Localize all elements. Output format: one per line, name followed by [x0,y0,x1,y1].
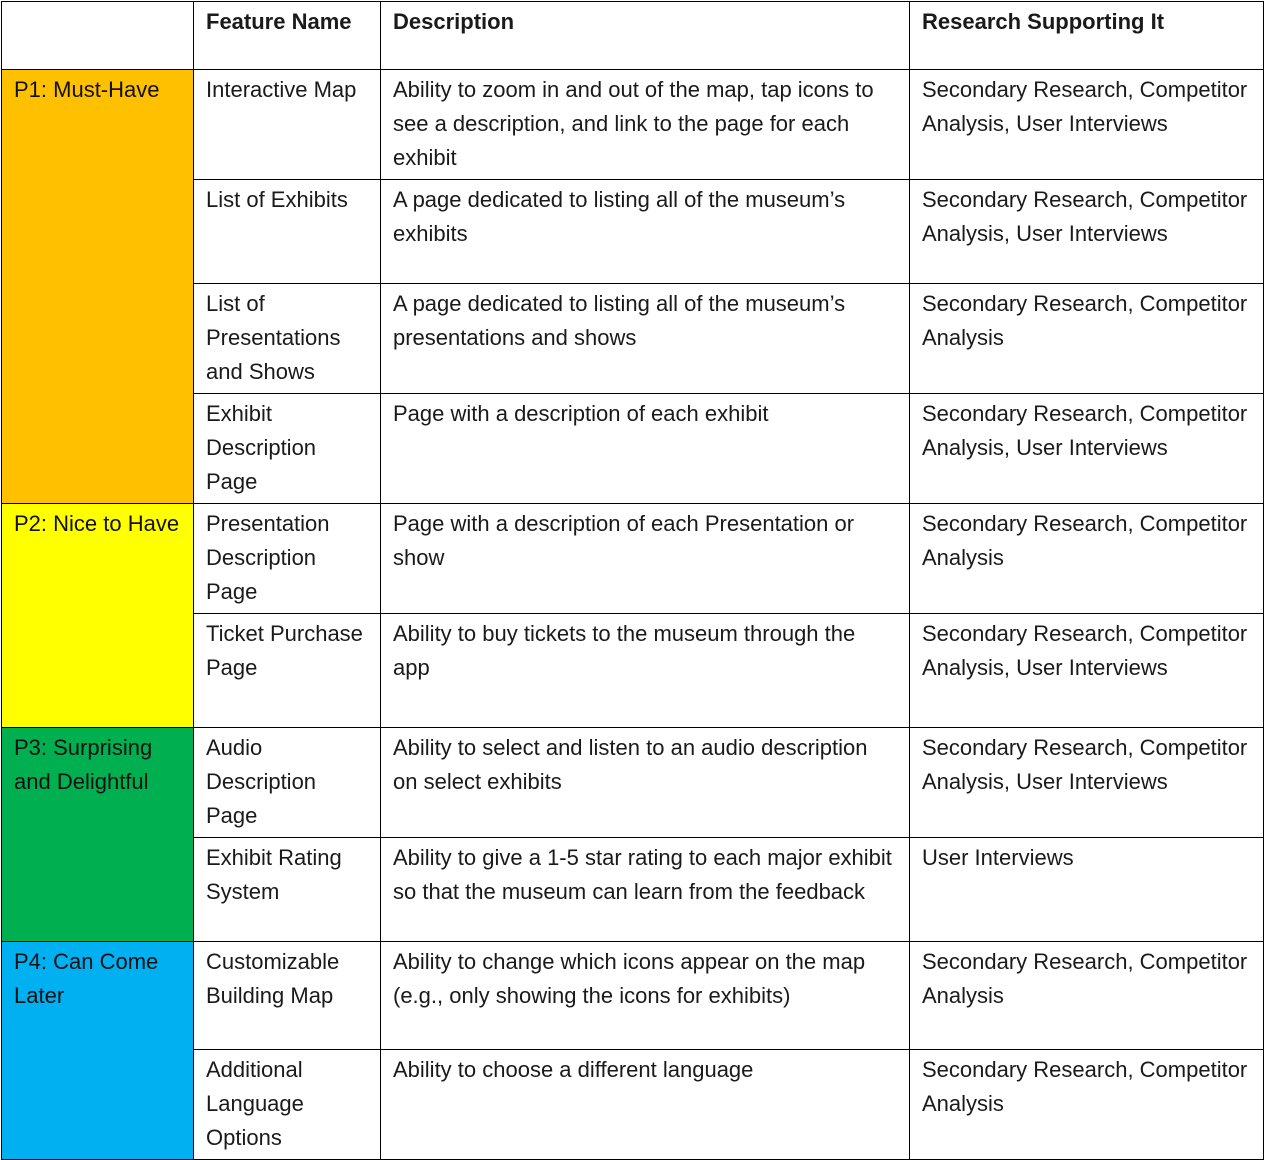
feature-prioritization-table [1,1,1264,1160]
feature-name: Presentation Description Page [194,504,381,614]
feature-description: Page with a description of each Presentation or show [381,504,910,614]
priority-p3: P3: Surprising and Delightful [2,728,194,942]
feature-description: A page dedicated to listing all of the museum’s presentations and shows [381,284,910,394]
feature-description: Ability to zoom in and out of the map, tap icons to see a description, and link to the page for each exhibit [381,70,910,180]
header-row [2,2,1264,70]
feature-description: Ability to choose a different language [381,1050,910,1160]
feature-description: A page dedicated to listing all of the museum’s exhibits [381,180,910,284]
feature-research: Secondary Research, Competitor Analysis, User Interviews [910,614,1264,728]
feature-research: Secondary Research, Competitor Analysis [910,504,1264,614]
feature-research: Secondary Research, Competitor Analysis, User Interviews [910,180,1264,284]
feature-name: List of Presentations and Shows [194,284,381,394]
priority-p2: P2: Nice to Have [2,504,194,728]
feature-research: Secondary Research, Competitor Analysis, User Interviews [910,394,1264,504]
feature-name: Exhibit Description Page [194,394,381,504]
feature-name: Interactive Map [194,70,381,180]
table-row [2,942,1264,1050]
feature-research: Secondary Research, Competitor Analysis, User Interviews [910,728,1264,838]
feature-description: Ability to give a 1-5 star rating to each major exhibit so that the museum can learn from the feedback [381,838,910,942]
feature-research: Secondary Research, Competitor Analysis [910,1050,1264,1160]
feature-description: Ability to buy tickets to the museum through the app [381,614,910,728]
header-description: Description [381,2,910,70]
priority-p1: P1: Must-Have [2,70,194,504]
priority-p4: P4: Can Come Later [2,942,194,1160]
header-feature-name: Feature Name [194,2,381,70]
feature-name: Customizable Building Map [194,942,381,1050]
feature-research: Secondary Research, Competitor Analysis [910,284,1264,394]
feature-name: Exhibit Rating System [194,838,381,942]
feature-name: Ticket Purchase Page [194,614,381,728]
feature-description: Ability to change which icons appear on the map (e.g., only showing the icons for exhibits) [381,942,910,1050]
table-row [2,70,1264,180]
feature-research: Secondary Research, Competitor Analysis [910,942,1264,1050]
feature-research: User Interviews [910,838,1264,942]
header-priority [2,2,194,70]
table-row [2,504,1264,614]
feature-description: Ability to select and listen to an audio description on select exhibits [381,728,910,838]
table-row [2,728,1264,838]
feature-name: Audio Description Page [194,728,381,838]
feature-name: List of Exhibits [194,180,381,284]
feature-research: Secondary Research, Competitor Analysis, User Interviews [910,70,1264,180]
feature-description: Page with a description of each exhibit [381,394,910,504]
feature-name: Additional Language Options [194,1050,381,1160]
header-research: Research Supporting It [910,2,1264,70]
